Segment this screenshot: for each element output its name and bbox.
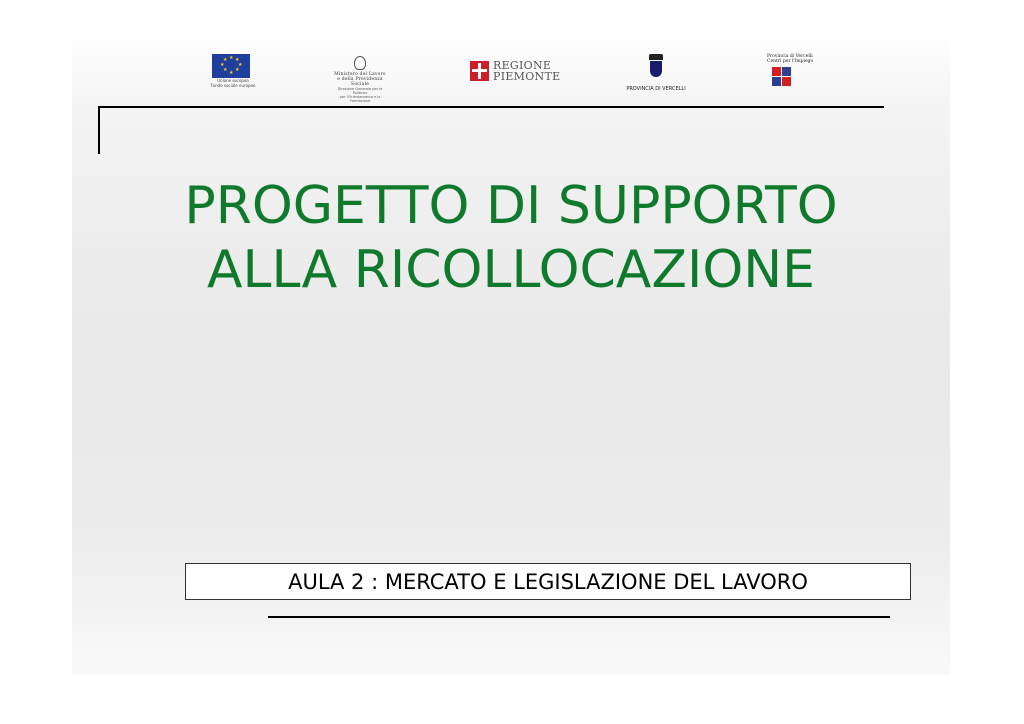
regione-piemonte-logo xyxy=(470,59,561,84)
ministry-title-2: e della Previdenza Sociale xyxy=(337,77,383,87)
subtitle-box: AULA 2 : MERCATO E LEGISLAZIONE DEL LAVORO xyxy=(185,563,911,600)
provincia-label: PROVINCIA DI VERCELLI xyxy=(626,86,686,92)
regione-text xyxy=(493,60,560,82)
puzzle-icon xyxy=(772,67,794,87)
ministry-title-1: Ministero del Lavoro xyxy=(334,72,386,77)
regione-line-2: PIEMONTE xyxy=(493,70,561,83)
provincia-vercelli-logo xyxy=(624,54,688,98)
republic-emblem-icon xyxy=(354,56,366,70)
title-line-2: ALLA RICOLLOCAZIONE xyxy=(206,240,816,300)
eu-caption-2: Fondo sociale europeo xyxy=(210,83,256,88)
piemonte-cross-icon xyxy=(470,61,489,81)
cpi-line-2: Centri per l'Impiego xyxy=(767,59,814,64)
provincia-crest-icon xyxy=(649,54,663,78)
regione-line-1: REGIONE xyxy=(493,59,552,72)
ministry-sub-2: per l'Orientamento e la Formazione xyxy=(339,95,381,103)
logo-bar xyxy=(72,32,950,102)
centri-impiego-logo xyxy=(767,54,817,94)
ministry-logo xyxy=(330,56,390,103)
slide-title xyxy=(72,174,950,302)
top-rule xyxy=(98,106,884,108)
left-rule xyxy=(98,106,100,154)
title-line-1: PROGETTO DI SUPPORTO xyxy=(184,176,838,236)
bottom-rule xyxy=(268,616,890,618)
cpi-line-1: Provincia di Vercelli xyxy=(767,54,813,59)
eu-caption-1: Unione europea xyxy=(217,78,249,83)
eu-flag-icon: ★ ★ ★ ★ ★ ★ ★ ★ xyxy=(212,54,250,78)
slide xyxy=(72,32,950,675)
ministry-sub-1: Direzione Generale per le Politiche xyxy=(337,87,383,95)
eu-logo xyxy=(210,54,256,92)
